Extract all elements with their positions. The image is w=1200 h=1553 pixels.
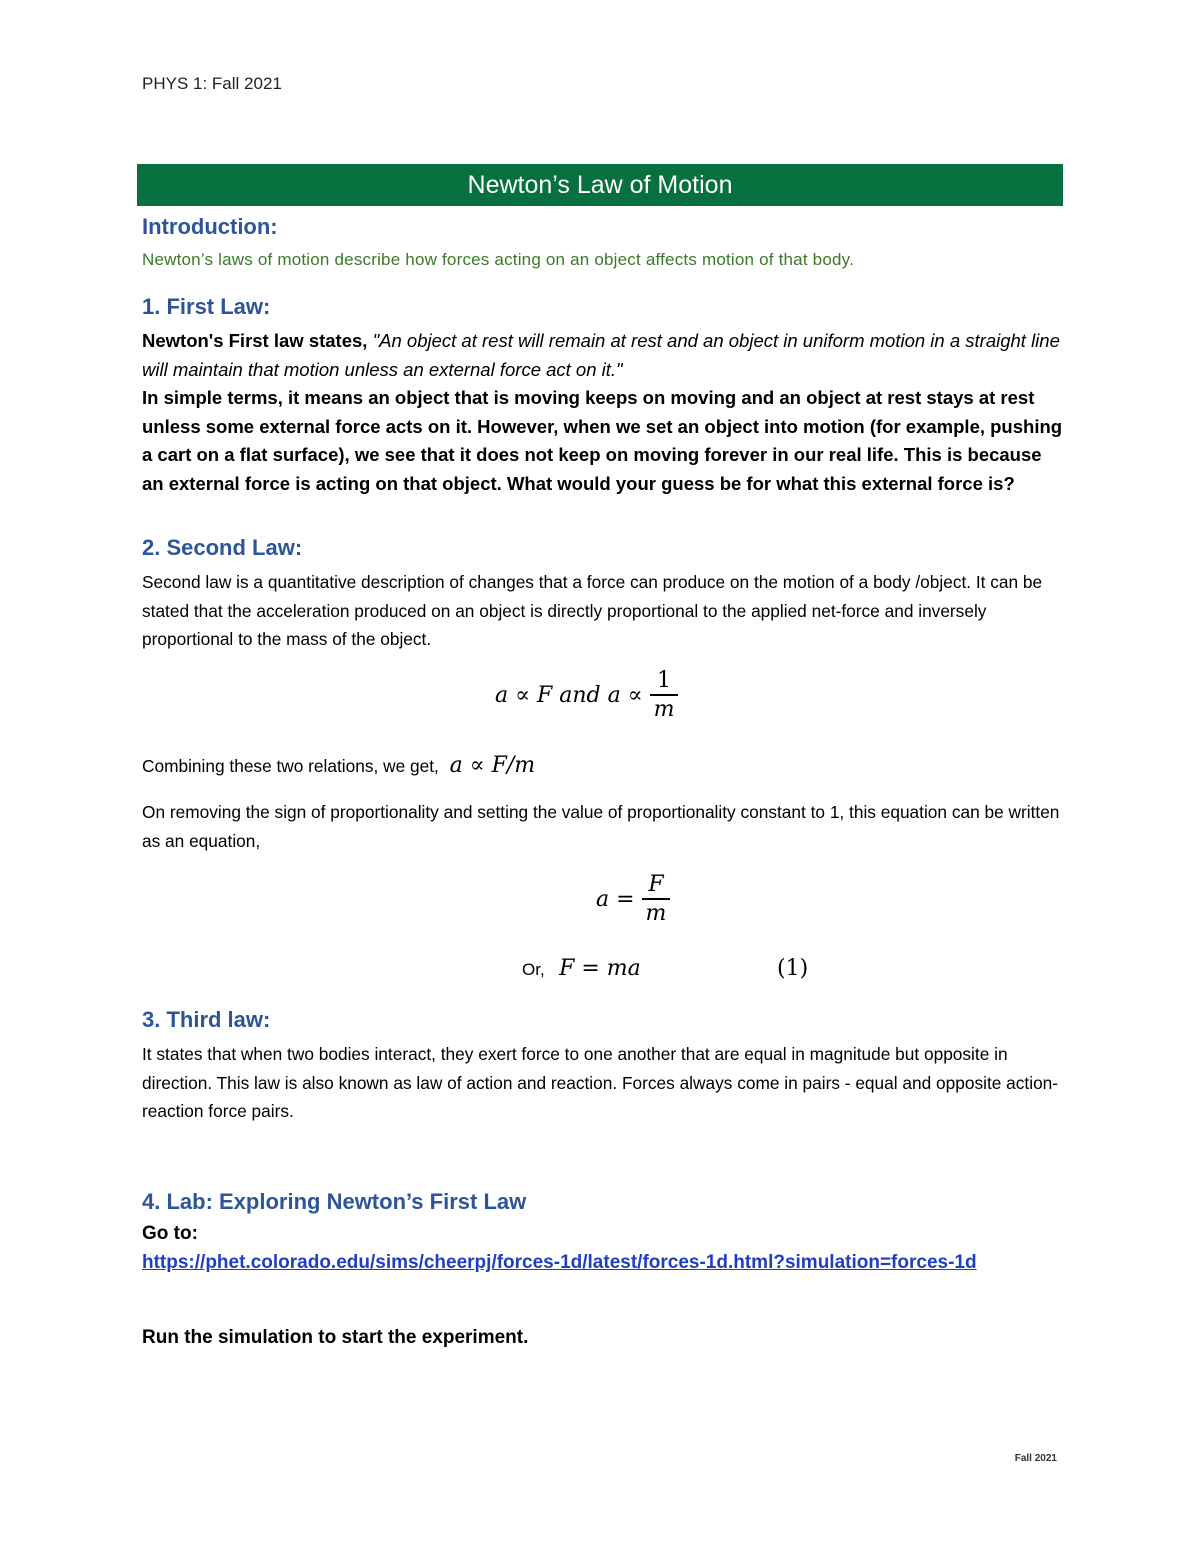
removing-proportionality-text: On removing the sign of proportionality and setting the value of proportionality constant to 1, this equation can be written as an equation,: [142, 802, 1060, 851]
force-equation: F = ma: [559, 956, 641, 981]
third-law-text: It states that when two bodies interact, they exert force to one another that are equal in magnitude but opposite in direction. This law is also known as law of action and reaction. Forces always come in pairs - equal and opposite action-reaction force pairs.: [142, 1044, 1059, 1121]
eq1-numerator: 1: [657, 668, 672, 693]
first-law-statement: [142, 327, 1067, 499]
eq2-left: a =: [596, 887, 635, 912]
combining-text: Combining these two relations, we get,: [142, 756, 439, 776]
first-law-explanation: In simple terms, it means an object that is moving keeps on moving and an object at rest stays at rest unless some external force acts on it. However, when we set an object into motion (for example, pushing a cart on a flat surface), we see that it does not keep on moving forever in our real life. This is because an external force is acting on that object. What would your guess be for what this external force is?: [142, 387, 1063, 494]
lab-heading: 4. Lab: Exploring Newton’s First Law: [142, 1189, 527, 1214]
goto-label: Go to:: [142, 1223, 198, 1244]
simulation-link[interactable]: https://phet.colorado.edu/sims/cheerpj/forces-1d/latest/forces-1d.html?simulation=forces-1d: [142, 1252, 977, 1273]
force-equation-line: [522, 956, 641, 981]
run-instruction: Run the simulation to start the experiment.: [142, 1327, 529, 1348]
title-bar: [137, 164, 1063, 206]
third-law-heading: 3. Third law:: [142, 1007, 271, 1032]
first-law-lead: Newton's First law states,: [142, 330, 373, 351]
first-law-heading: 1. First Law:: [142, 294, 271, 319]
introduction-text: Newton’s laws of motion describe how forces acting on an object affects motion of that body.: [142, 250, 855, 269]
equation-number: (1): [777, 956, 809, 981]
second-law-heading: 2. Second Law:: [142, 535, 303, 560]
proportionality-equation: [495, 668, 678, 724]
acceleration-equation: [596, 872, 670, 928]
or-label: Or,: [522, 960, 545, 979]
first-law-quote: "An object at rest will remain at rest and an object in uniform motion in a straight line will maintain that motion unless an external force act on it.": [142, 330, 1060, 380]
running-header: PHYS 1: Fall 2021: [142, 74, 282, 93]
combining-equation: a ∝ F/m: [449, 753, 536, 778]
eq2-numerator: F: [648, 872, 664, 897]
eq1-denominator: m: [650, 694, 679, 724]
introduction-heading: Introduction:: [142, 214, 278, 239]
combining-line: [142, 753, 535, 778]
page-title: Newton’s Law of Motion: [467, 170, 733, 199]
eq1-left: a ∝ F and a ∝: [495, 683, 643, 708]
one-over-m-fraction: [650, 668, 679, 724]
f-over-m-fraction: [642, 872, 671, 928]
second-law-text: Second law is a quantitative description of changes that a force can produce on the motion of a body /object. It can be stated that the acceleration produced on an object is directly proportional to the applied net-force and inversely proportional to the mass of the object.: [142, 572, 1043, 649]
eq2-denominator: m: [642, 898, 671, 928]
footer-text: Fall 2021: [1014, 1453, 1057, 1464]
